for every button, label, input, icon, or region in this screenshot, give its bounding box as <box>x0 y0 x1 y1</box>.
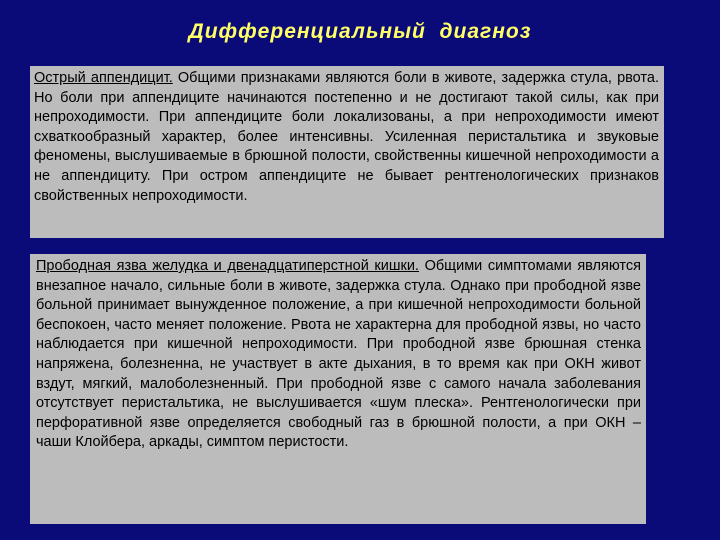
perforated-ulcer-heading: Прободная язва желудка и двенадцатиперстной кишки. <box>36 258 419 274</box>
slide-title: Дифференциальный диагноз <box>188 20 532 43</box>
perforated-ulcer-description: Общими симптомами являются внезапное начало, сильные боли в животе, задержка стула. Однако при прободной язве больной принимает вынужденное положение, а при кишечной непроходимости больной беспокоен, часто меняет положение. Рвота не характерна для прободной язвы, но часто наблюдается при кишечной непроходимости. При прободной язве брюшная стенка напряжена, болезненна, не участвует в акте дыхания, в то время как при ОКН живот вздут, мягкий, малоболезненный. При прободной язве с самого начала заболевания отсутствует перистальтика, не выслушивается «шум плеска». Рентгенологически при перфоративной язве определяется свободный газ в брюшной полости, а при ОКН – чаши Клойбера, аркады, симптом перистости. <box>36 258 641 451</box>
appendicitis-heading: Острый аппендицит. <box>34 70 173 86</box>
appendicitis-description: Общими признаками являются боли в животе, задержка стула, рвота. Но боли при аппендиците начинаются постепенно и не достигают такой силы, как при непроходимости. При аппендиците боли локализованы, а при непроходимости имеют схваткообразный характер, более интенсивны. Усиленная перистальтика и звуковые феномены, выслушиваемые в брюшной полости, свойственны кишечной непроходимости а не аппендициту. При остром аппендиците не бывает рентгенологических признаков свойственных непроходимости. <box>34 70 659 204</box>
perforated-ulcer-text-block <box>30 254 646 524</box>
appendicitis-text-block <box>30 66 664 238</box>
